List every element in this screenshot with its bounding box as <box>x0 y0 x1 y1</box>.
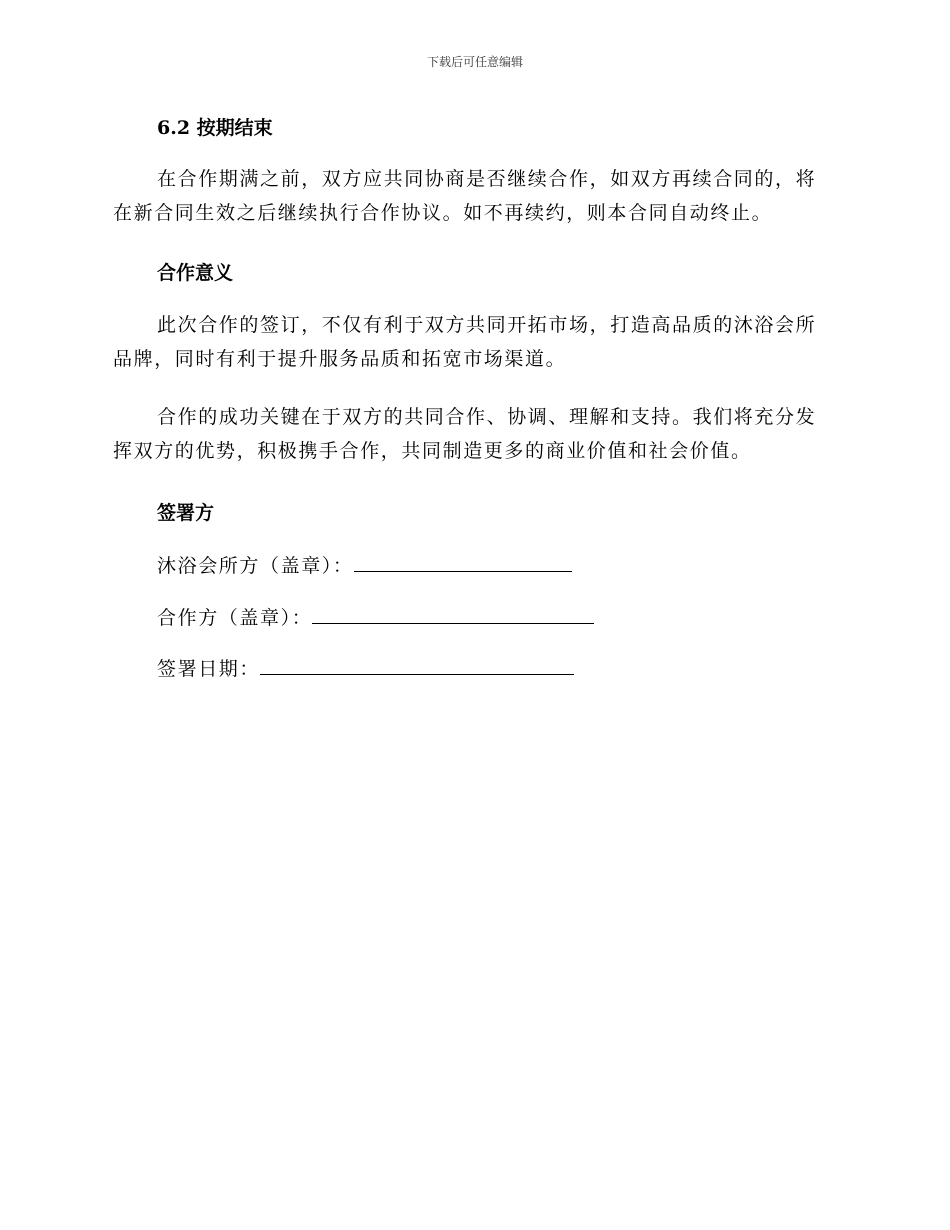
signature-line-date <box>157 656 574 681</box>
party-b-label: 合作方（盖章）： <box>157 607 313 629</box>
date-label: 签署日期： <box>157 658 261 680</box>
paragraph-meaning-1: 此次合作的签订，不仅有利于双方共同开拓市场，打造高品质的沐浴会所品牌，同时有利于提升服务品质和拓宽市场渠道。 <box>113 314 817 370</box>
signature-line-party-b <box>157 605 594 630</box>
section-heading-signatories: 签署方 <box>157 502 215 524</box>
section-heading-6-2: 6.2 按期结束 <box>157 117 273 139</box>
signature-line-party-a <box>157 553 572 578</box>
party-a-label: 沐浴会所方（盖章）： <box>157 555 354 577</box>
paragraph-expiry: 在合作期满之前，双方应共同协商是否继续合作，如双方再续合同的，将在新合同生效之后继续执行合作协议。如不再续约，则本合同自动终止。 <box>113 168 817 224</box>
paragraph-meaning-2: 合作的成功关键在于双方的共同合作、协调、理解和支持。我们将充分发挥双方的优势，积极携手合作，共同制造更多的商业价值和社会价值。 <box>113 406 817 462</box>
date-blank[interactable] <box>260 656 574 675</box>
page-header: 下载后可任意编辑 <box>426 55 523 69</box>
party-b-blank[interactable] <box>312 605 594 624</box>
party-a-blank[interactable] <box>354 553 572 572</box>
section-heading-meaning: 合作意义 <box>157 262 234 284</box>
